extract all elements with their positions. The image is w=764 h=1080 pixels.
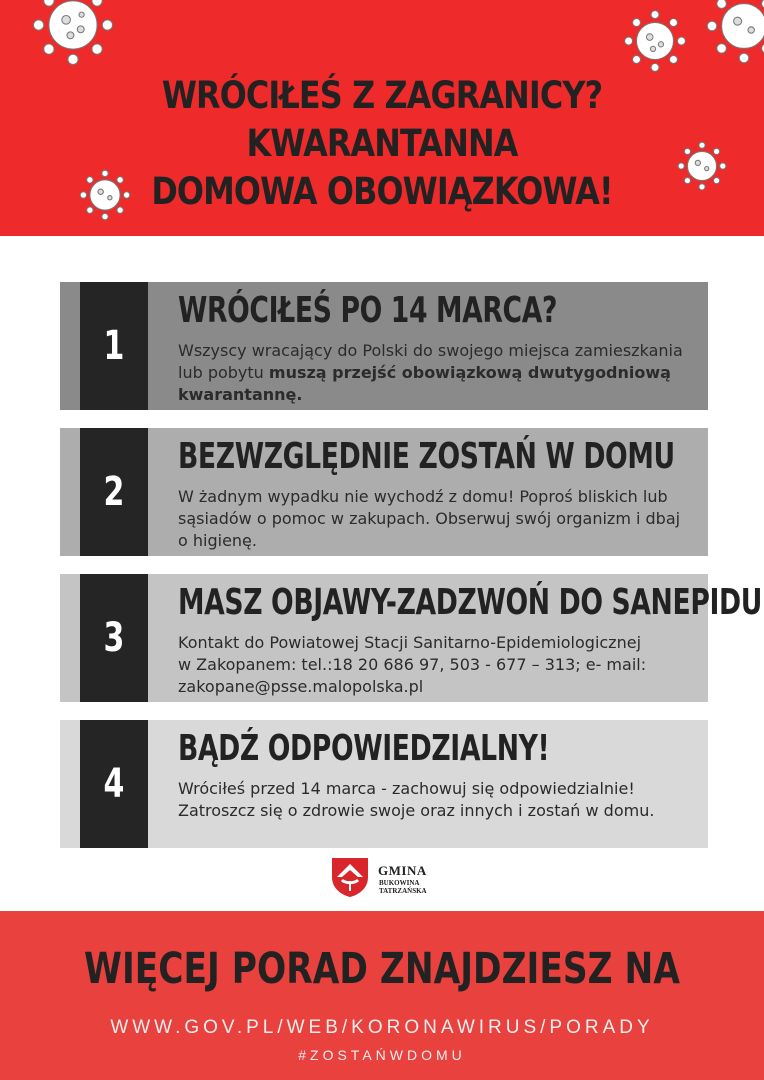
step-description xyxy=(178,340,683,406)
gmina-logo xyxy=(326,855,446,899)
step-description: Kontakt do Powiatowej Stacji Sanitarno-Epidemiologicznej w Zakopanem: tel.:18 20 686 97, 503 - 677 – 313; e- mail: zakopane@psse.malopolska.pl xyxy=(178,633,647,696)
step-title: BĄDŹ ODPOWIEDZIALNY! xyxy=(178,728,550,769)
page-title-line-2: DOMOWA OBOWIĄZKOWA! xyxy=(151,170,613,213)
step-card-1 xyxy=(60,282,708,410)
footer-title: WIĘCEJ PORAD ZNAJDZIESZ NA xyxy=(84,944,680,994)
step-description: Wróciłeś przed 14 marca - zachowuj się odpowiedzialnie! Zatroszcz się o zdrowie swoje oraz innych i zostań w domu. xyxy=(178,779,655,820)
step-number-box xyxy=(80,720,148,848)
step-title: BEZWZGLĘDNIE ZOSTAŃ W DOMU xyxy=(178,436,675,477)
page-title xyxy=(53,72,710,216)
step-card-4 xyxy=(60,720,708,848)
step-number: 4 xyxy=(103,761,125,807)
header-banner xyxy=(0,0,764,236)
step-number-box xyxy=(80,282,148,410)
logo-subtitle: BUKOWINA TATRZAŃSKA xyxy=(379,879,427,895)
logo-name: GMINA xyxy=(378,863,427,878)
page-title-line-1: WRÓCIŁEŚ Z ZAGRANICY? KWARANTANNA xyxy=(161,74,603,165)
footer-banner xyxy=(0,911,764,1080)
step-number-box xyxy=(80,428,148,556)
step-description-text: Wszyscy wracający do Polski do swojego miejsca zamieszkania lub pobytu xyxy=(178,341,683,382)
step-title: WRÓCIŁEŚ PO 14 MARCA? xyxy=(178,290,558,331)
footer-hashtag: #ZOSTAŃWDOMU xyxy=(298,1047,466,1063)
step-description-bold: muszą przejść obowiązkową dwutygodniową kwarantannę. xyxy=(178,363,671,404)
step-number: 2 xyxy=(103,469,125,515)
coat-of-arms-icon xyxy=(328,855,372,899)
footer-url: WWW.GOV.PL/WEB/KORONAWIRUS/PORADY xyxy=(110,1017,654,1038)
step-description: W żadnym wypadku nie wychodź z domu! Poproś bliskich lub sąsiadów o pomoc w zakupach. Obserwuj swój organizm i dbaj o higienę. xyxy=(178,487,681,550)
step-number: 1 xyxy=(103,323,125,369)
virus-icon xyxy=(30,0,116,68)
step-title: MASZ OBJAWY-ZADZWOŃ DO SANEPIDU xyxy=(178,582,763,623)
step-number: 3 xyxy=(103,615,125,661)
step-card-2 xyxy=(60,428,708,556)
step-number-box xyxy=(80,574,148,702)
step-card-3 xyxy=(60,574,763,702)
virus-icon xyxy=(704,0,764,66)
virus-icon xyxy=(622,8,688,74)
